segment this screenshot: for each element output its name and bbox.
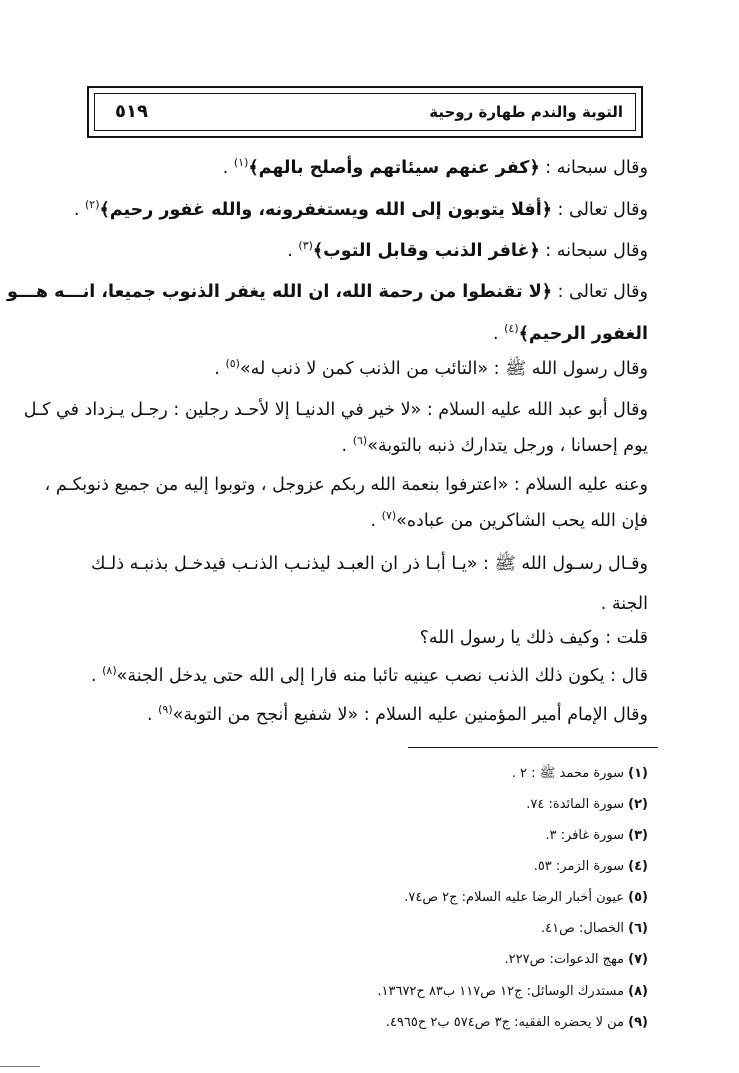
- body-line: وقـال رسـول الله ﷺ : «يـا أبـا ذر ان العبـد ليذنـب الذنـب فيدخـل بذنبـه ذلـك: [91, 554, 648, 574]
- footnote: (١) سورة محمد ﷺ : ٢ .: [511, 766, 648, 781]
- scan-edge-line: [0, 1066, 40, 1067]
- body-line: وقال تعالى : ﴿لا تقنطوا من رحمة الله، ان الله يغفر الذنوب جميعا، انـــه هـــو: [7, 282, 648, 302]
- body-line: وقال رسول الله ﷺ : «التائب من الذنب كمن لا ذنب له»$^{(٥)}$ .: [214, 357, 648, 379]
- body-line: قال : يكون ذلك الذنب نصب عينيه تائبا منه فارا إلى الله حتى يدخل الجنة»$^{(٨)}$ .: [90, 664, 648, 686]
- footnote: (٤) سورة الزمر: ٥٣.: [533, 859, 648, 874]
- footnote: (٧) مهج الدعوات: ص٢٢٧.: [504, 952, 648, 967]
- body-line: وقال سبحانه : ﴿غافر الذنب وقابل التوب﴾$^{(٣)}$ .: [287, 239, 648, 261]
- footnote: (٨) مستدرك الوسائل: ج١٢ ص١١٧ ب٨٣ ح١٣٦٧٢.: [377, 984, 648, 999]
- footnote: (٢) سورة المائدة: ٧٤.: [526, 797, 648, 812]
- page-number: ٥١٩: [115, 101, 148, 122]
- body-line: يوم إحسانا ، ورجل يتدارك ذنبه بالتوبة»$^{(٦)}$ .: [341, 434, 648, 456]
- header-inner-frame: [94, 93, 636, 131]
- footnote: (٦) الخصال: ص٤١.: [541, 921, 648, 936]
- body-line: وقال سبحانه : ﴿كفر عنهم سيئاتهم وأصلح بالهم﴾$^{(١)}$ .: [222, 156, 648, 178]
- body-line: وقال الإمام أمير المؤمنين عليه السلام : «لا شفيع أنجح من التوبة»$^{(٩)}$ .: [146, 703, 648, 725]
- footnote: (٣) سورة غافر: ٣.: [545, 828, 648, 843]
- footnote: (٥) عيون أخبار الرضا عليه السلام: ج٢ ص٧٤.: [404, 890, 648, 905]
- body-line: وقال تعالى : ﴿أفلا يتوبون إلى الله ويستغفرونه، والله غفور رحيم﴾$^{(٢)}$ .: [73, 198, 648, 220]
- body-line: وعنه عليه السلام : «اعترفوا بنعمة الله ربكم عزوجل ، وتوبوا إليه من جميع ذنوبكـم ،: [44, 475, 648, 495]
- body-line: فإن الله يحب الشاكرين من عباده»$^{(٧)}$ .: [370, 509, 648, 531]
- footnote: (٩) من لا يحضره الفقيه: ج٣ ص٥٧٤ ب٢ ح٤٩٦٥.: [385, 1015, 648, 1030]
- body-line: قلت : وكيف ذلك يا رسول الله؟: [419, 628, 648, 648]
- running-title: التوبة والندم طهارة روحية: [429, 103, 623, 121]
- body-line: الجنة .: [600, 594, 648, 614]
- body-line: وقال أبو عبد الله عليه السلام : «لا خير في الدنيـا إلا لأحـد رجلين : رجـل يـزداد في كـل: [23, 400, 648, 420]
- footnote-separator: [408, 747, 658, 748]
- body-line: الغفور الرحيم﴾$^{(٤)}$ .: [492, 322, 648, 344]
- header-frame: [87, 86, 643, 138]
